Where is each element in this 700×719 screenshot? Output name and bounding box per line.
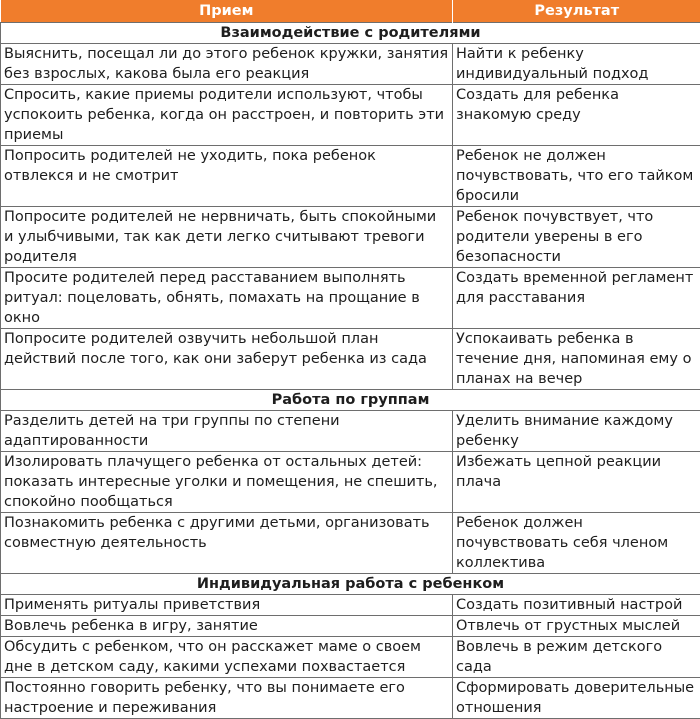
result-cell: Создать позитивный настрой (453, 595, 700, 616)
technique-cell: Попросите родителей не нервничать, быть спокойными и улыбчивыми, так как дети легко считывают тревоги родителя (1, 207, 453, 268)
table-row (1, 85, 700, 146)
section-title: Работа по группам (1, 390, 700, 411)
table-row (1, 637, 700, 678)
result-cell: Избежать цепной реакции плача (453, 452, 700, 513)
table-row (1, 146, 700, 207)
result-cell: Вовлечь в режим детского сада (453, 637, 700, 678)
section-row (1, 390, 700, 411)
header-result: Результат (453, 0, 700, 23)
result-cell: Создать временной регламент для расставания (453, 268, 700, 329)
result-cell: Ребенок почувствует, что родители уверены в его безопасности (453, 207, 700, 268)
result-cell: Создать для ребенка знакомую среду (453, 85, 700, 146)
technique-cell: Выяснить, посещал ли до этого ребенок кружки, занятия без взрослых, какова была его реакция (1, 44, 453, 85)
table-row (1, 452, 700, 513)
technique-cell: Познакомить ребенка с другими детьми, организовать совместную деятельность (1, 513, 453, 574)
result-cell: Отвлечь от грустных мыслей (453, 616, 700, 637)
table-row (1, 616, 700, 637)
technique-cell: Попросить родителей не уходить, пока ребенок отвлекся и не смотрит (1, 146, 453, 207)
technique-cell: Постоянно говорить ребенку, что вы понимаете его настроение и переживания (1, 678, 453, 719)
result-cell: Ребенок должен почувствовать себя членом коллектива (453, 513, 700, 574)
table-row (1, 678, 700, 719)
technique-cell: Попросите родителей озвучить небольшой план действий после того, как они заберут ребенка из сада (1, 329, 453, 390)
result-cell: Уделить внимание каждому ребенку (453, 411, 700, 452)
table-row (1, 595, 700, 616)
result-cell: Ребенок не должен почувствовать, что его тайком бросили (453, 146, 700, 207)
technique-cell: Обсудить с ребенком, что он расскажет маме о своем дне в детском саду, какими успехами похвастается (1, 637, 453, 678)
table-row (1, 207, 700, 268)
section-row (1, 574, 700, 595)
result-cell: Сформировать доверительные отношения (453, 678, 700, 719)
section-title: Индивидуальная работа с ребенком (1, 574, 700, 595)
table-row (1, 329, 700, 390)
technique-cell: Применять ритуалы приветствия (1, 595, 453, 616)
result-cell: Найти к ребенку индивидуальный подход (453, 44, 700, 85)
section-title: Взаимодействие с родителями (1, 23, 700, 44)
technique-cell: Вовлечь ребенка в игру, занятие (1, 616, 453, 637)
technique-cell: Изолировать плачущего ребенка от остальных детей: показать интересные уголки и помещения, не спешить, спокойно пообщаться (1, 452, 453, 513)
technique-cell: Просите родителей перед расставанием выполнять ритуал: поцеловать, обнять, помахать на прощание в окно (1, 268, 453, 329)
table-row (1, 268, 700, 329)
table-row (1, 513, 700, 574)
section-row (1, 23, 700, 44)
table-row (1, 44, 700, 85)
table-header-row (1, 0, 700, 23)
technique-cell: Разделить детей на три группы по степени адаптированности (1, 411, 453, 452)
header-technique: Прием (1, 0, 453, 23)
technique-cell: Спросить, какие приемы родители используют, чтобы успокоить ребенка, когда он расстроен, и повторить эти приемы (1, 85, 453, 146)
result-cell: Успокаивать ребенка в течение дня, напоминая ему о планах на вечер (453, 329, 700, 390)
table-row (1, 411, 700, 452)
